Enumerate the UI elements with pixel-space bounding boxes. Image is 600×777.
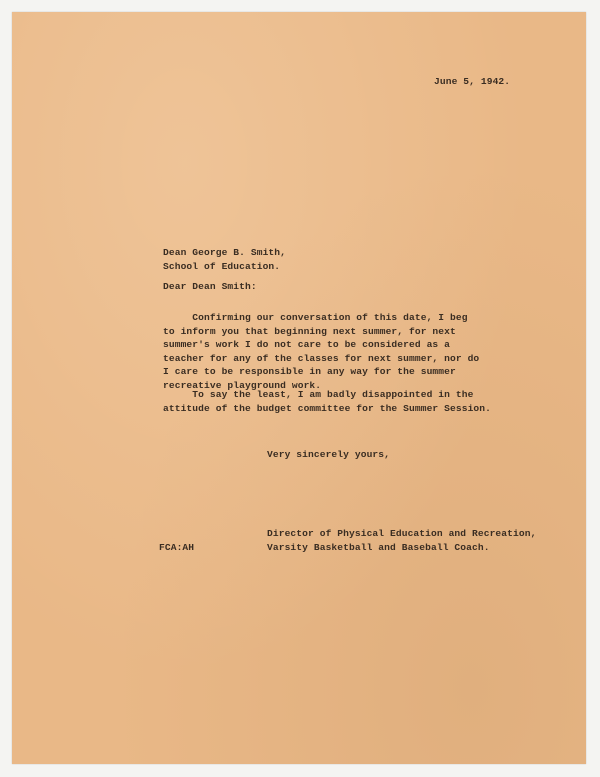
body-paragraph-2 [163,388,491,415]
signature-title-line: Director of Physical Education and Recreation, [267,528,537,539]
body-line: to inform you that beginning next summer, for next [163,325,456,337]
letter-page [12,12,586,764]
complimentary-close: Very sincerely yours, [267,449,391,460]
signature-title-line: Varsity Basketball and Baseball Coach. [267,541,490,553]
body-line: To say the least, I am badly disappointed in the [163,389,474,400]
reference-initials: FCA:AH [159,542,195,553]
recipient-block [163,246,286,273]
body-line: recreative playground work. [163,379,322,391]
recipient-line: School of Education. [163,260,281,272]
body-paragraph-1 [163,311,479,393]
body-line: teacher for any of the classes for next summer, nor do [163,352,480,364]
signature-title-block [267,527,536,554]
letter-date: June 5, 1942. [434,76,511,87]
recipient-line: Dean George B. Smith, [163,247,287,258]
body-line: I care to be responsible in any way for the summer [163,366,456,378]
body-line: Confirming our conversation of this date, I beg [163,312,468,323]
body-line: attitude of the budget committee for the Summer Session. [163,402,492,414]
salutation: Dear Dean Smith: [163,281,257,292]
body-line: summer's work I do not care to be considered as a [163,339,451,351]
